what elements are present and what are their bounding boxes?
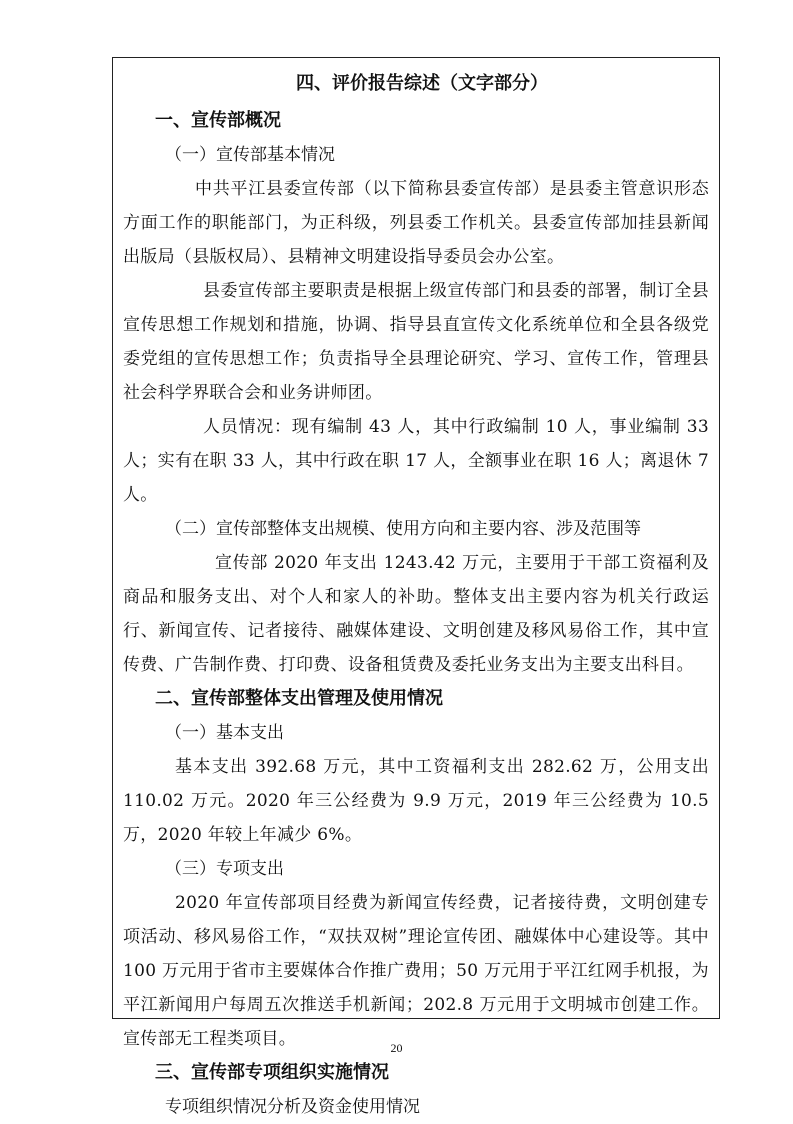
heading-spending-management: 二、宣传部整体支出管理及使用情况 xyxy=(155,688,443,709)
paragraph-special-spending: 2020 年宣传部项目经费为新闻宣传经费，记者接待费，文明创建专项活动、移风易俗工作，“双扶双树”理论宣传团、融媒体中心建设等。其中 100 万元用于省市主要媒体合作推广费用；50 万元用于平江红网手机报，为平江新闻用户每周五次推送手机新闻；202.8 万元用于文明城市创建工作。宣传部无工程类项目。 xyxy=(123,893,709,1049)
section-title: 四、评价报告综述（文字部分） xyxy=(296,73,548,94)
page-number: 20 xyxy=(390,1041,403,1055)
report-frame xyxy=(112,57,720,1117)
heading-special-implementation: 三、宣传部专项组织实施情况 xyxy=(155,1062,389,1083)
paragraph-basic-spending: 基本支出 392.68 万元，其中工资福利支出 282.62 万，公用支出 110.02 万元。2020 年三公经费为 9.9 万元，2019 年三公经费为 10.5 万，2020 年较上年减少 6%。 xyxy=(123,757,709,845)
paragraph-department-intro: 中共平江县委宣传部（以下简称县委宣传部）是县委主管意识形态方面工作的职能部门，为正科级，列县委工作机关。县委宣传部加挂县新闻出版局（县版权局）、县精神文明建设指导委员会办公室。 xyxy=(123,179,709,267)
subheading-special-spending: （三）专项支出 xyxy=(165,859,284,879)
paragraph-spending-2020: 宣传部 2020 年支出 1243.42 万元，主要用于干部工资福利及商品和服务支出、对个人和家人的补助。整体支出主要内容为机关行政运行、新闻宣传、记者接待、融媒体建设、文明创建及移风易俗工作，其中宣传费、广告制作费、打印费、设备租赁费及委托业务支出为主要支出科目。 xyxy=(123,553,709,675)
paragraph-staffing: 人员情况：现有编制 43 人，其中行政编制 10 人，事业编制 33 人；实有在职 33 人，其中行政在职 17 人，全额事业在职 16 人；离退休 7 人。 xyxy=(123,417,709,505)
subheading-overall-spending: （二）宣传部整体支出规模、使用方向和主要内容、涉及范围等 xyxy=(165,519,641,539)
report-content xyxy=(123,64,709,1124)
subheading-basic-spending: （一）基本支出 xyxy=(165,723,284,743)
subheading-basic-info: （一）宣传部基本情况 xyxy=(165,145,335,165)
paragraph-duties: 县委宣传部主要职责是根据上级宣传部门和县委的部署，制订全县宣传思想工作规划和措施，协调、指导县直宣传文化系统单位和全县各级党委党组的宣传思想工作；负责指导全县理论研究、学习、宣传工作，管理县社会科学界联合会和业务讲师团。 xyxy=(123,281,709,403)
heading-overview: 一、宣传部概况 xyxy=(155,110,281,131)
subheading-special-analysis: 专项组织情况分析及资金使用情况 xyxy=(165,1097,420,1117)
